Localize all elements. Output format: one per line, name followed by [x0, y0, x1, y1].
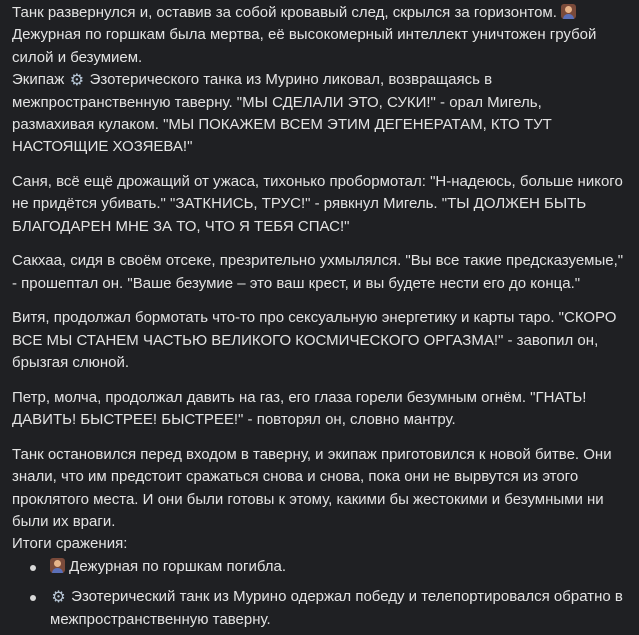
- tavern-text: Танк остановился перед входом в таверну, и экипаж приготовился к новой битве. Они знали, что им предстоит сражаться снова и снова, пока они не вырвутся из этого проклятого места. И они были готовы к этому, какими бы жестокими и безумными ни были их враги.: [12, 445, 612, 531]
- summary-heading: Итоги сражения:: [12, 535, 128, 553]
- bullet-icon: [30, 595, 36, 601]
- paragraph-sanya: Саня, всё ещё дрожащий от ужаса, тихонько пробормотал: "Н-надеюсь, больше никого не придётся убивать." "ЗАТКНИСЬ, ТРУС!" - рявкнул Мигель. "ТЫ ДОЛЖЕН БЫТЬ БЛАГОДАРЕН МНЕ ЗА ТО, ЧТО Я ТЕБЯ СПАС!": [12, 173, 623, 235]
- paragraph-petr: Петр, молча, продолжал давить на газ, его глаза горели безумным огнём. "ГНАТЬ! ДАВИТЬ! БЫСТРЕЕ! БЫСТРЕЕ!" - повторял он, словно мантру.: [12, 388, 587, 429]
- paragraph-intro: [12, 2, 624, 159]
- list-item: [30, 556, 624, 578]
- list-item: [30, 586, 624, 631]
- outcome-text: Эзотерический танк из Мурино одержал победу и телепортировался обратно в межпространственную таверну.: [50, 588, 623, 628]
- gear-icon: ⚙: [69, 72, 85, 90]
- intro-line-3-start: Экипаж: [12, 71, 65, 89]
- paragraph-vitya: Витя, продолжал бормотать что-то про сексуальную энергетику и карты таро. "СКОРО ВСЕ МЫ СТАНЕМ ЧАСТЬЮ ВЕЛИКОГО КОСМИЧЕСКОГО ОРГАЗМА!" - завопил он, брызгая слюной.: [12, 309, 617, 372]
- intro-line-3-rest: Эзотерического танка из Мурино ликовал, возвращаясь в межпространственную таверну. "МЫ СДЕЛАЛИ ЭТО, СУКИ!" - орал Мигель, размахивая кулаком. "МЫ ПОКАЖЕМ ВСЕМ ЭТИМ ДЕГЕНЕРАТАМ, КТО ТУТ НАСТОЯЩИЕ ХОЗЯЕВА!": [12, 71, 552, 156]
- bullet-icon: [30, 565, 36, 571]
- outcome-text: Дежурная по горшкам погибла.: [69, 557, 286, 575]
- teacher-icon: [50, 558, 65, 573]
- intro-line-2: Дежурная по горшкам была мертва, её высокомерный интеллект уничтожен грубой силой и безумием.: [12, 26, 597, 66]
- outcomes-list: [12, 556, 624, 631]
- paragraph-sakhaa: Сакхаа, сидя в своём отсеке, презрительно ухмылялся. "Вы все такие предсказуемые," - прошептал он. "Ваше безумие – это ваш крест, и вы будете нести его до конца.": [12, 252, 624, 292]
- gear-icon: ⚙: [51, 589, 66, 607]
- teacher-icon: [561, 4, 576, 19]
- intro-line-1: Танк развернулся и, оставив за собой кровавый след, скрылся за горизонтом.: [12, 4, 557, 21]
- paragraph-tavern: [12, 444, 624, 556]
